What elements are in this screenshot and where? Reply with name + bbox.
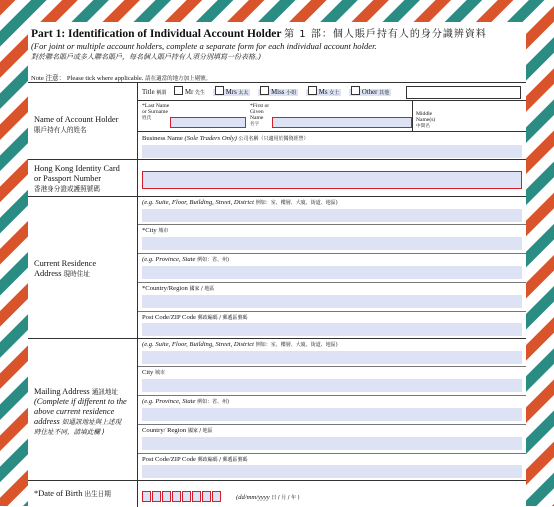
mail-postcode-input[interactable] [142,465,522,478]
title-ms-option[interactable]: Ms 女士 [306,89,341,96]
res-city-label: *City 城市 [142,227,169,234]
residence-fields [138,197,526,339]
form-table [28,82,526,507]
dob-m2-input[interactable] [172,491,181,502]
tick-note: Note 注意： Please tick where applicable. 請在適當的地方加上剔號。 [31,75,212,82]
res-state-label: (e.g. Province, State 例如：省、州) [142,256,230,263]
residence-label-cell [28,197,138,339]
name-label-cell [28,83,138,160]
title-mrs-option[interactable]: Mrs 太太 [213,89,251,96]
dob-d1-input[interactable] [142,491,151,502]
miss-checkbox[interactable] [260,86,269,95]
mailing-fields [138,339,526,481]
form-sheet [28,22,526,506]
dob-label-cell [28,481,138,507]
mailing-label: Mailing Address 通訊地址 (Complete if different to the above current residence address 如通訊地址與上述現 時住址不同，請填此欄 ) [34,387,127,436]
mail-state-label: (e.g. Province, State 例如：省、州) [142,398,230,405]
last-name-label: *Last Name or Surname 姓氏 [142,103,170,121]
mail-city-input[interactable] [142,379,522,392]
mail-country-label: Country/ Region 國家 / 地區 [142,427,213,434]
mail-postcode-label: Post Code/ZIP Code 郵政編碼 / 郵遞區號碼 [142,456,248,463]
first-name-input[interactable] [272,117,412,128]
ms-checkbox[interactable] [308,86,317,95]
dob-label: *Date of Birth 出生日期 [34,489,111,498]
dob-format-hint: (dd/mm/yyyy 日 / 月 / 年 ) [236,494,300,501]
dob-fields [138,481,526,507]
title-miss-option[interactable]: Miss 小姐 [258,89,298,96]
mail-state-input[interactable] [142,408,522,421]
title-other-option[interactable]: Other 其他 [349,89,391,96]
mail-line1-label: (e.g. Suite, Floor, Building, Street, District 例如：室、樓層、大廈、街道、地區) [142,341,338,348]
middle-name-label: Middle Name(s) 中間名 [416,111,436,129]
title-options: Title 稱謂 Mr 先生 Mrs 太太 Miss 小姐 Ms 女士 Other 其他 [142,86,391,96]
res-city-input[interactable] [142,237,522,250]
name-label: Name of Account Holder 賬戶持有人的姓名 [34,115,119,134]
dob-y3-input[interactable] [202,491,211,502]
dob-y2-input[interactable] [192,491,201,502]
mail-country-input[interactable] [142,437,522,450]
res-postcode-label: Post Code/ZIP Code 郵政編碼 / 郵遞區號碼 [142,314,248,321]
dob-y4-input[interactable] [212,491,221,502]
res-line1-input[interactable] [142,209,522,222]
id-label-cell [28,160,138,197]
res-line1-label: (e.g. Suite, Floor, Building, Street, District 例如：室、樓層、大廈、街道、地區) [142,199,338,206]
residence-label: Current Residence Address 現時住址 [34,259,97,278]
id-label: Hong Kong Identity Card or Passport Number 香港身分證或護照號碼 [34,164,120,193]
other-checkbox[interactable] [351,86,360,95]
first-name-label: *First or Given Name 名字 [250,103,270,127]
mrs-checkbox[interactable] [215,86,224,95]
part-title: Part 1: Identification of Individual Account Holder 第 1 部：個人賬戶持有人的身分識辨資料 [31,28,487,40]
dob-d2-input[interactable] [152,491,161,502]
name-fields [138,83,526,160]
business-name-label: Business Name (Sole Traders Only) 公司名稱（只適用於獨資經營） [142,135,309,142]
id-field-cell [138,160,526,197]
mr-checkbox[interactable] [174,86,183,95]
mail-city-label: City 城市 [142,369,166,376]
instruction-zh: 對於聯名賬戶或多人聯名賬戶，每名個人賬戶持有人須分別填寫一份表格。) [31,53,262,61]
last-name-input[interactable] [170,117,246,128]
dob-m1-input[interactable] [162,491,171,502]
id-number-input[interactable] [142,171,522,189]
instruction-en: (For joint or multiple account holders, complete a separate form for each individual account holder. [31,41,377,51]
res-postcode-input[interactable] [142,323,522,336]
res-state-input[interactable] [142,266,522,279]
other-title-input[interactable] [406,86,521,99]
title-mr-option[interactable]: Mr 先生 [174,89,205,96]
res-country-label: *Country/Region 國家 / 地區 [142,285,215,292]
mail-line1-input[interactable] [142,351,522,364]
res-country-input[interactable] [142,295,522,308]
business-name-input[interactable] [142,145,522,158]
dob-y1-input[interactable] [182,491,191,502]
mailing-label-cell [28,339,138,481]
